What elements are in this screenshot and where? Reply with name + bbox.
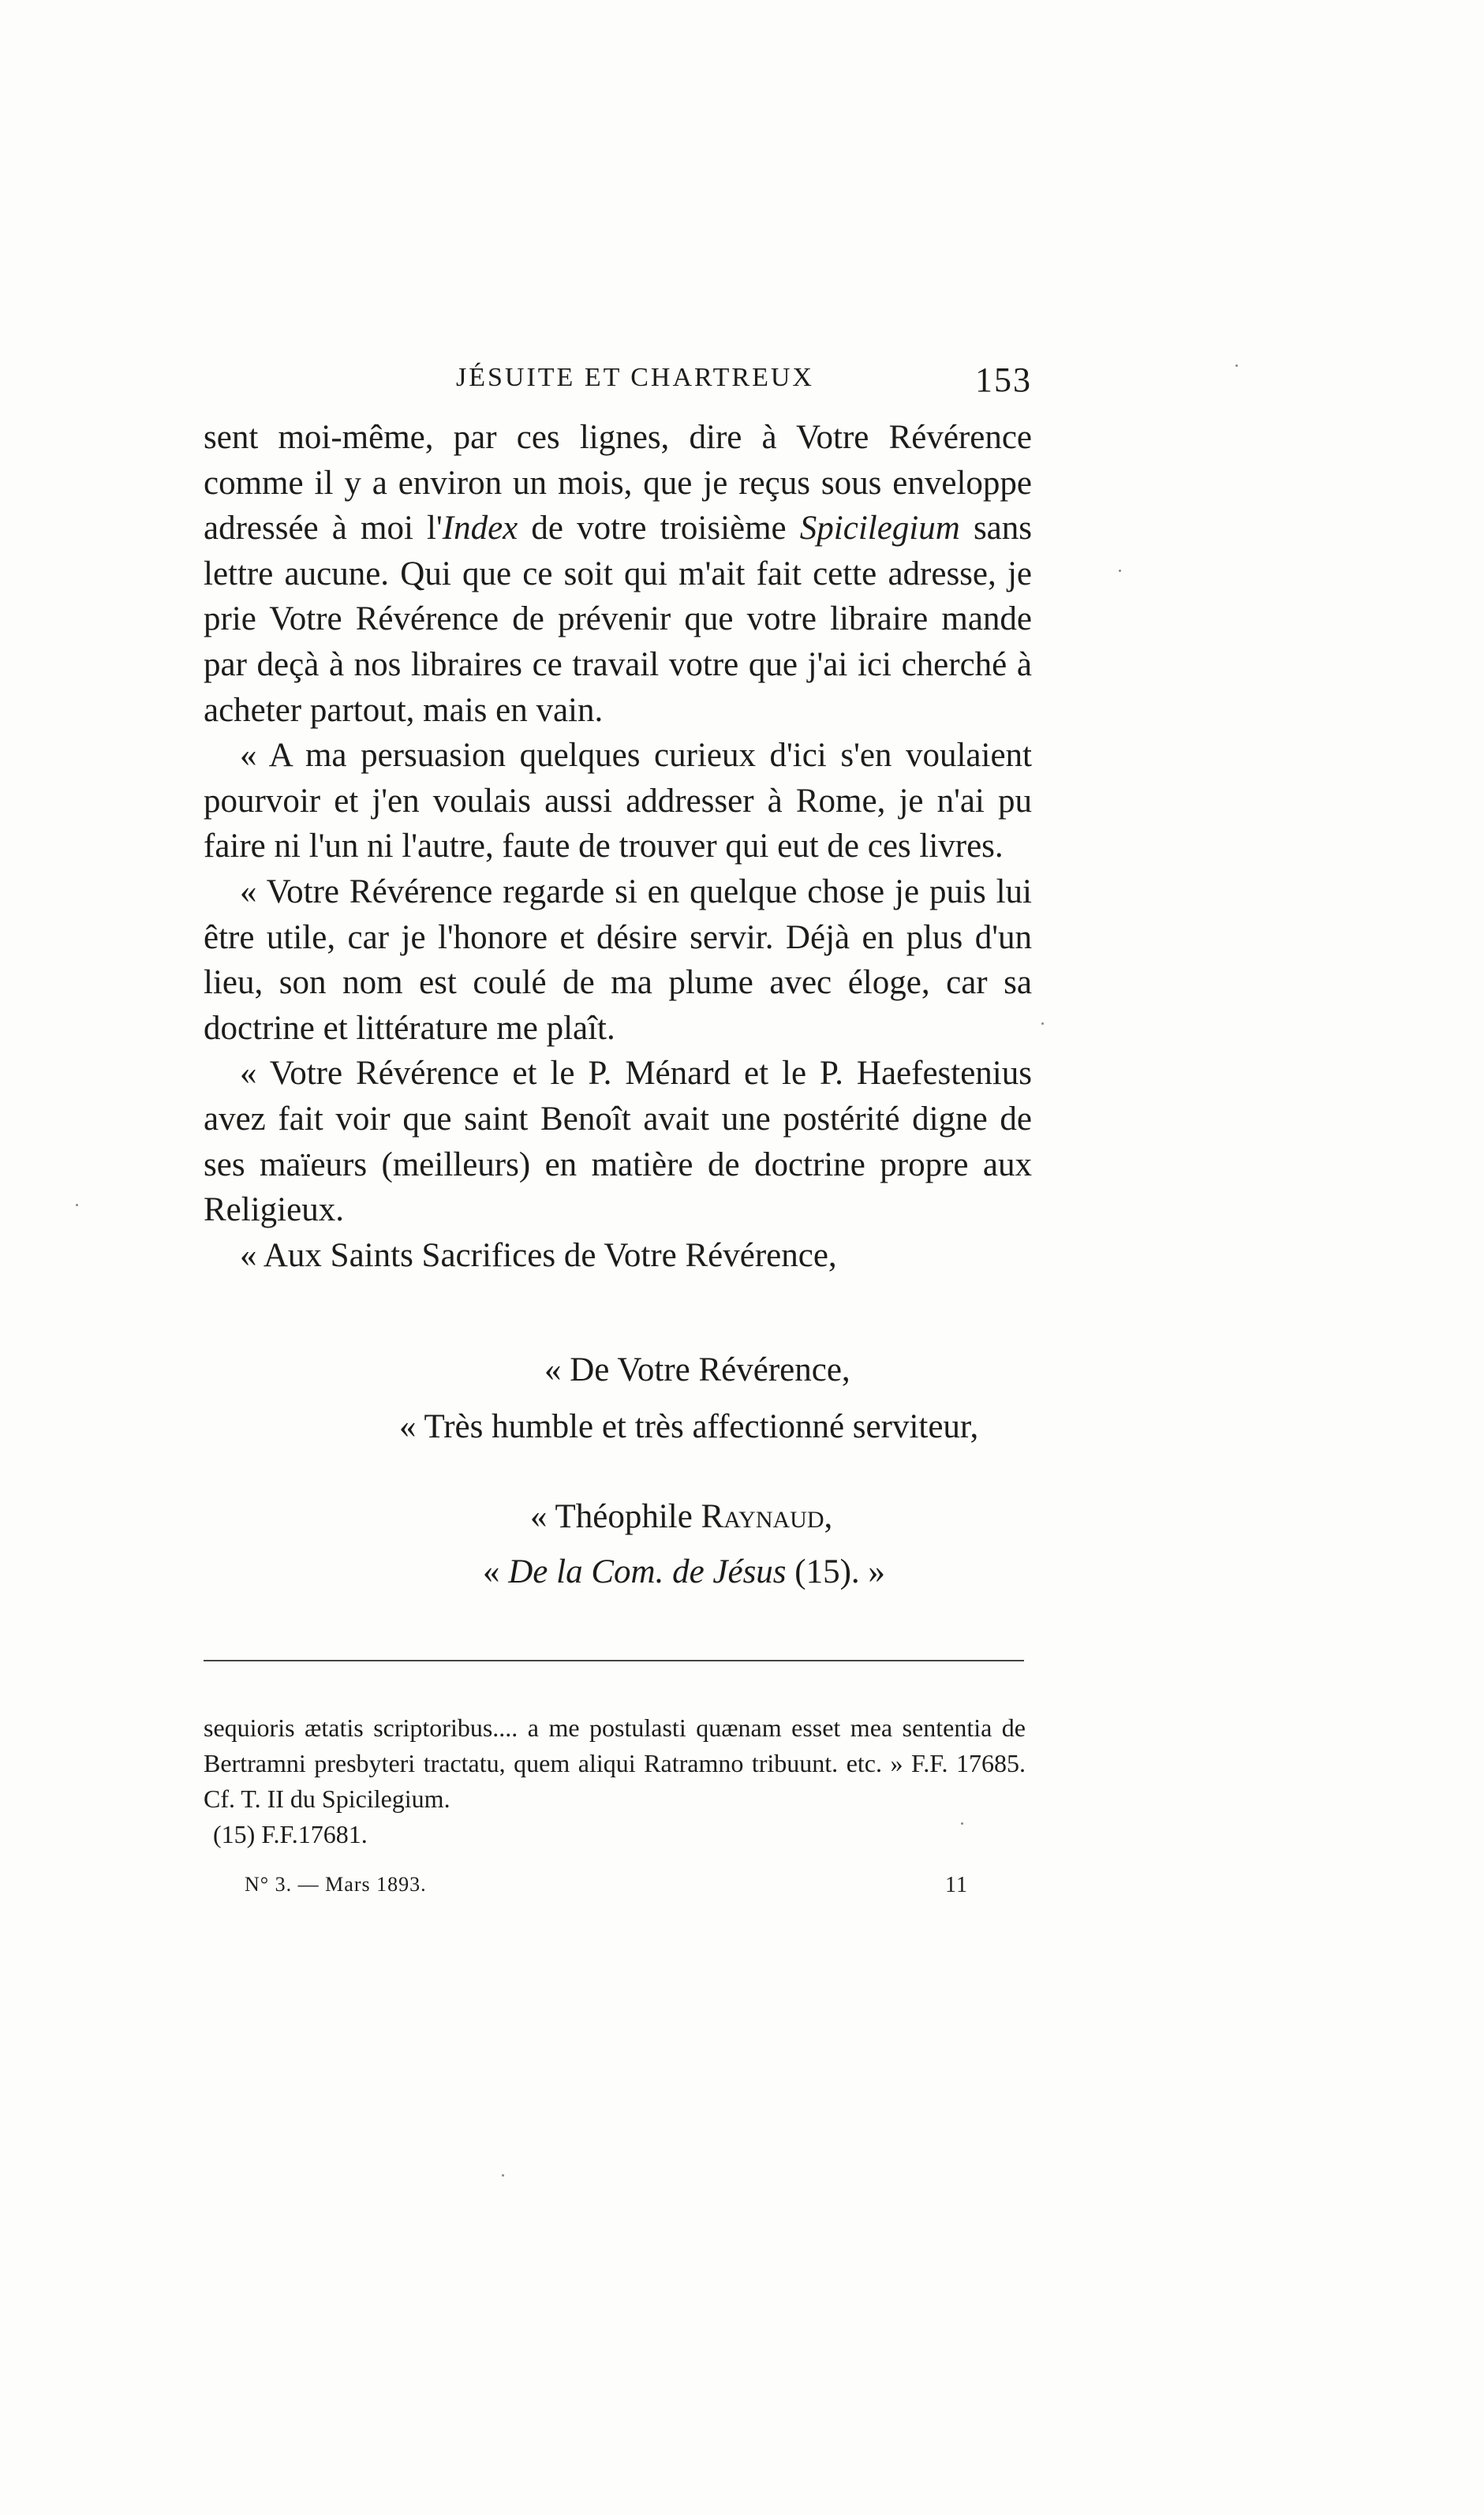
paragraph-4: « Votre Révérence et le P. Ménard et le P. Haefestenius avez fait voir que saint Benoît avait une postérité digne de ses maïeurs (meilleurs) en matière de doctrine propre aux Religieux. (204, 1055, 1032, 1229)
closing-servant: « Très humble et très affectionné serviteur, (399, 1408, 979, 1445)
footnotes (204, 1710, 1026, 1852)
paper-speck (961, 1822, 963, 1825)
paragraph-5: « Aux Saints Sacrifices de Votre Révérence, (240, 1236, 837, 1274)
sheet-signature: 11 (945, 1873, 968, 1897)
paper-speck (76, 1204, 78, 1206)
spicilegium-title: Spicilegium (799, 510, 960, 547)
body-text (204, 415, 1032, 1278)
paragraph-3: « Votre Révérence regarde si en quelque chose je puis lui être utile, car je l'honore et désire servir. Déjà en plus d'un lieu, son nom est coulé de ma plume avec éloge, car sa doctrine et littérature me plaît. (204, 873, 1032, 1047)
paper-speck (502, 2174, 504, 2177)
paragraph-1: sent moi-même, par ces lignes, dire à Votre Révérence comme il y a environ un mois, que je reçus sous enveloppe adressée à moi l'Index de votre troisième Spicilegium sans lettre aucune. Qui que ce soit qui m'ait fait cette adresse, je prie Votre Révérence de prévenir que votre libraire mande par deçà à nos libraires ce travail votre que j'ai ici cherché à acheter partout, mais en vain. (204, 419, 1032, 729)
signatory-society: « De la Com. de Jésus (15). » (483, 1553, 885, 1590)
closing-salutation: « De Votre Révérence, (544, 1351, 850, 1388)
page-number: 153 (975, 361, 1032, 399)
paper-speck (1119, 570, 1121, 572)
signatory-name: « Théophile Raynaud, (530, 1498, 833, 1535)
running-title: JÉSUITE ET CHARTREUX (456, 363, 814, 392)
index-title: Index (442, 510, 518, 547)
footnote-continuation: sequioris ætatis scriptoribus.... a me postulasti quænam esset mea sententia de Bertramni presbyteri tractatu, quem aliqui Ratramno tribuunt. etc. » F.F. 17685. Cf. T. II du Spicilegium. (204, 1713, 1026, 1813)
paper-speck (1041, 1022, 1044, 1025)
paper-speck (1235, 364, 1238, 367)
paragraph-2: « A ma persuasion quelques curieux d'ici s'en voulaient pourvoir et j'en voulais aussi addresser à Rome, je n'ai pu faire ni l'un ni l'autre, faute de trouver qui eut de ces livres. (204, 737, 1032, 865)
issue-signature: N° 3. — Mars 1893. (245, 1873, 427, 1896)
page-header (204, 363, 1032, 410)
footnote-15: (15) F.F.17681. (213, 1820, 368, 1848)
footnote-rule (204, 1660, 1024, 1661)
